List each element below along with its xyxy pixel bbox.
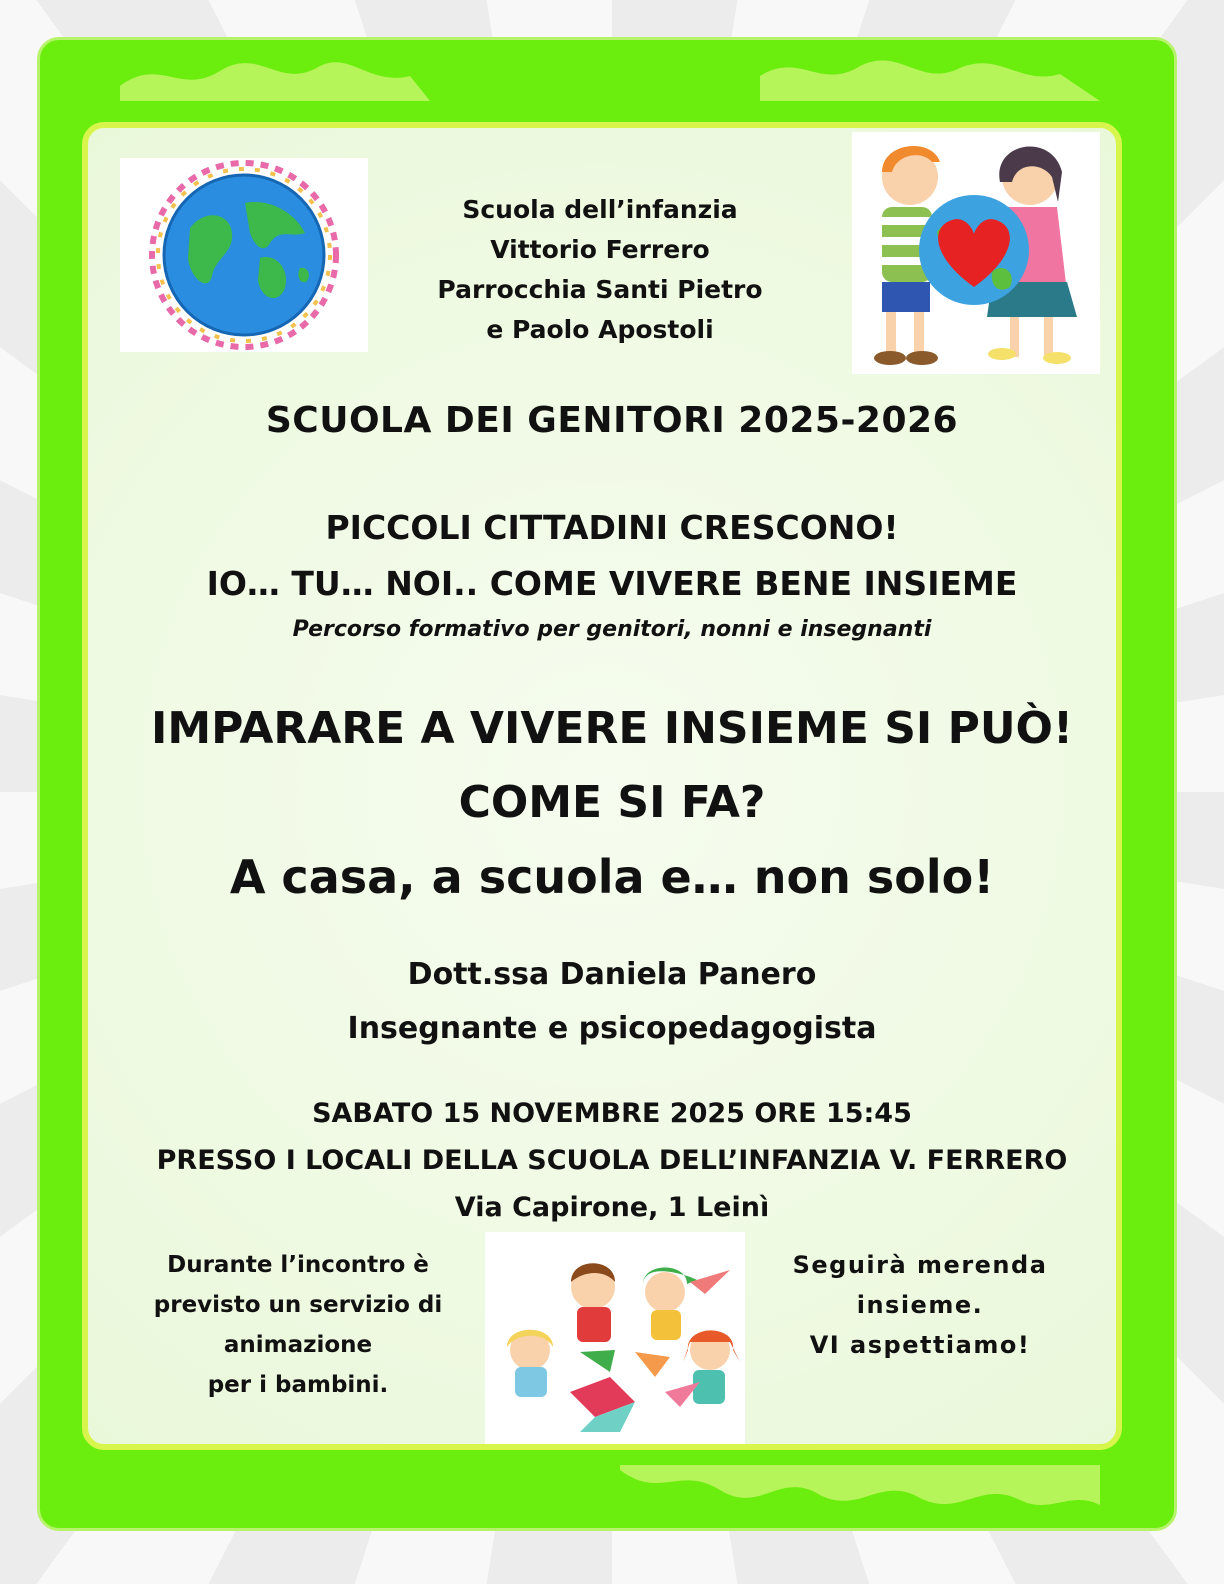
speaker-role: Insegnante e psicopedagogista bbox=[347, 1011, 877, 1046]
header-line-4: e Paolo Apostoli bbox=[486, 315, 714, 344]
event-place: PRESSO I LOCALI DELLA SCUOLA DELL’INFANZIA V. FERRERO bbox=[156, 1145, 1068, 1176]
animation-note-line-3: animazione bbox=[223, 1332, 373, 1358]
headline-line-3: A casa, a scuola e… non solo! bbox=[229, 850, 995, 904]
headline-block bbox=[0, 692, 1224, 914]
theme-line-1: PICCOLI CITTADINI CRESCONO! bbox=[325, 508, 899, 547]
theme-block bbox=[0, 500, 1224, 612]
globe-with-children-icon bbox=[120, 158, 368, 352]
globe-children-image bbox=[120, 158, 368, 352]
speaker-block bbox=[0, 948, 1224, 1056]
kids-playing-image bbox=[485, 1232, 745, 1444]
animation-note-line-1: Durante l’incontro è bbox=[167, 1252, 429, 1278]
event-address: Via Capirone, 1 Leinì bbox=[454, 1192, 770, 1223]
animation-note-line-4: per i bambini. bbox=[207, 1372, 389, 1398]
headline-line-1: IMPARARE A VIVERE INSIEME SI PUÒ! bbox=[150, 703, 1074, 754]
snack-note-line-1: Seguirà merenda bbox=[792, 1251, 1048, 1279]
event-block bbox=[0, 1090, 1224, 1231]
snack-note bbox=[780, 1245, 1060, 1365]
snack-note-line-2: insieme. bbox=[856, 1291, 984, 1319]
theme-subtitle: Percorso formativo per genitori, nonni e insegnanti bbox=[292, 617, 932, 642]
theme-line-2: IO… TU… NOI.. COME VIVERE BENE INSIEME bbox=[206, 564, 1018, 603]
header-line-2: Vittorio Ferrero bbox=[490, 235, 710, 264]
event-date: SABATO 15 NOVEMBRE 2025 ORE 15:45 bbox=[312, 1098, 912, 1129]
frame-top-decoration bbox=[120, 46, 1100, 106]
headline-line-2: COME SI FA? bbox=[458, 777, 766, 828]
school-header bbox=[420, 190, 780, 350]
children-playing-paper-icon bbox=[485, 1232, 745, 1444]
children-holding-heart-globe-icon bbox=[852, 132, 1100, 374]
snack-note-line-3: VI aspettiamo! bbox=[809, 1331, 1031, 1359]
animation-note-line-2: previsto un servizio di bbox=[153, 1292, 443, 1318]
header-line-1: Scuola dell’infanzia bbox=[462, 195, 738, 224]
page-title: SCUOLA DEI GENITORI 2025-2026 bbox=[265, 400, 959, 441]
animation-note bbox=[148, 1245, 448, 1405]
frame-bottom-decoration bbox=[620, 1460, 1100, 1520]
header-line-3: Parrocchia Santi Pietro bbox=[437, 275, 763, 304]
speaker-name: Dott.ssa Daniela Panero bbox=[407, 957, 817, 992]
kids-heart-image bbox=[852, 132, 1100, 374]
